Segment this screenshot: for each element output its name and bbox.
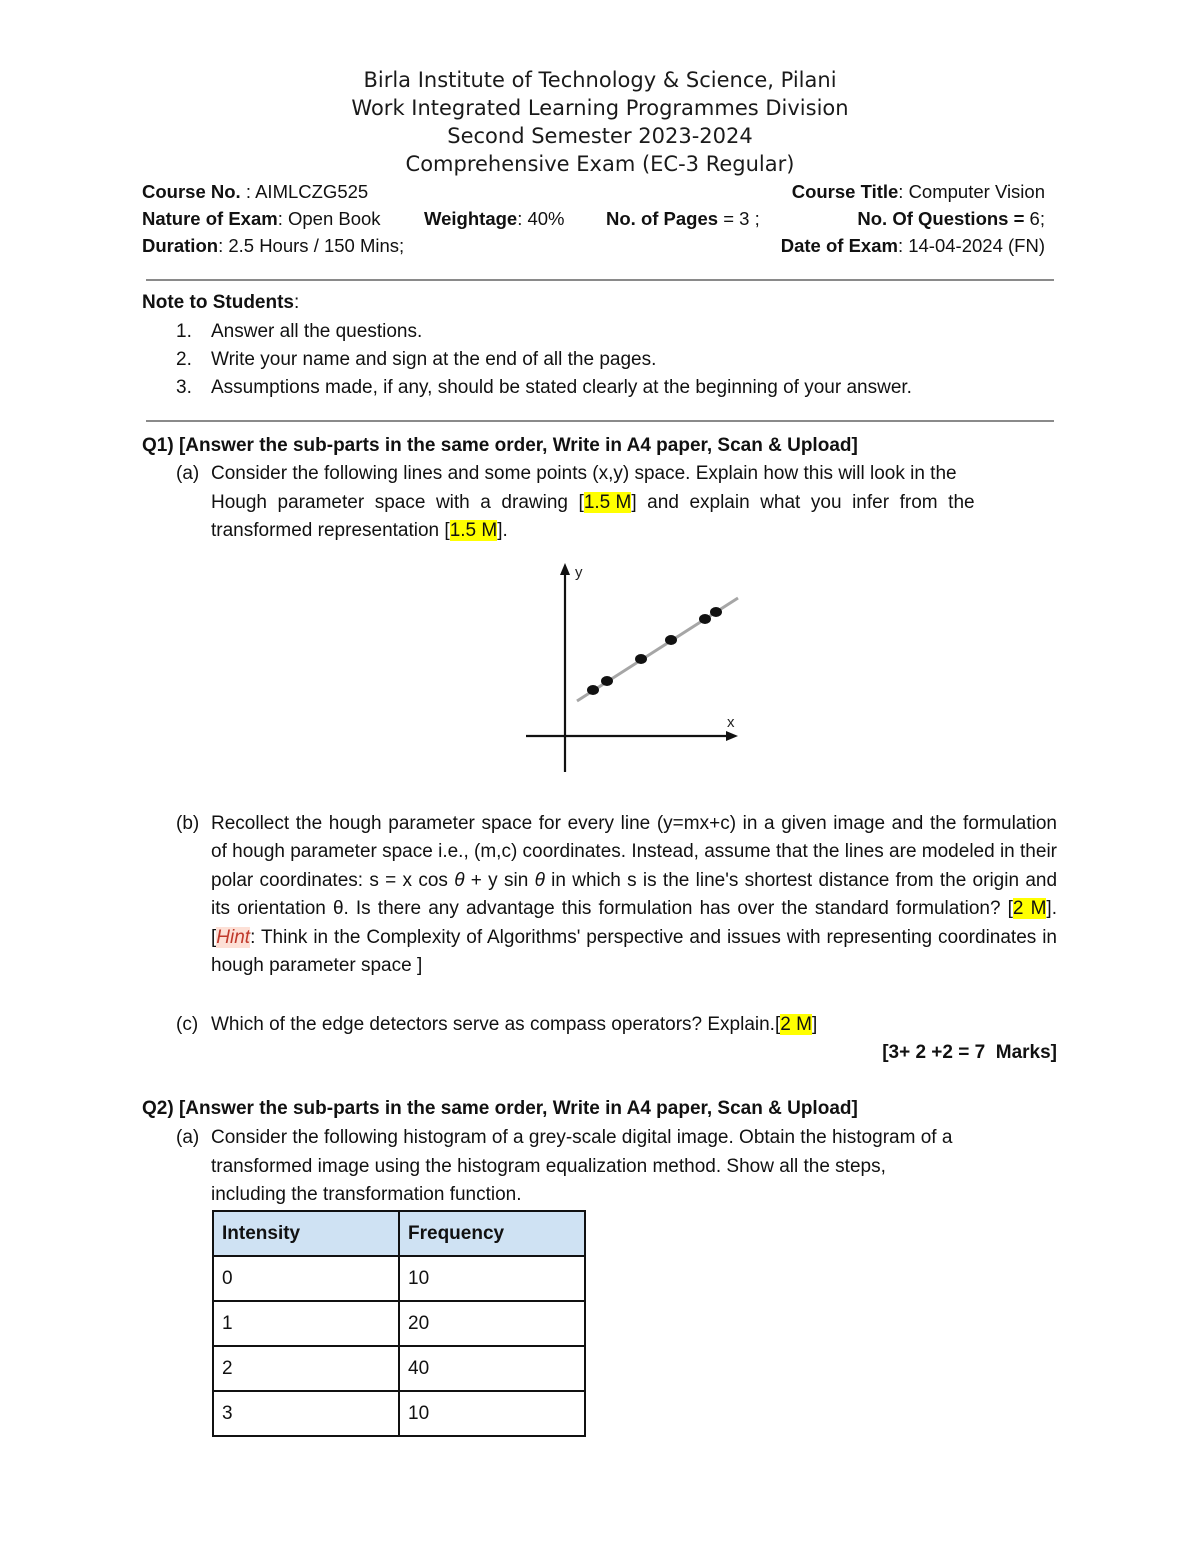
table-header-row bbox=[213, 1211, 585, 1256]
notes-title-text: Note to Students bbox=[142, 292, 294, 313]
weightage bbox=[424, 208, 565, 230]
course-no bbox=[142, 181, 368, 203]
nature-value: : Open Book bbox=[277, 208, 381, 229]
cell-frequency: 10 bbox=[399, 1256, 585, 1301]
q1-a-label: (a) bbox=[176, 463, 200, 484]
q1-b-text-2: + y sin bbox=[464, 869, 535, 891]
point-4 bbox=[665, 635, 677, 645]
note-text-2: Write your name and sign at the end of all the pages. bbox=[211, 349, 657, 370]
course-no-label: Course No. bbox=[142, 181, 241, 202]
no-of-questions bbox=[857, 208, 1045, 230]
q2-a-label: (a) bbox=[176, 1127, 200, 1148]
date-label: Date of Exam bbox=[780, 235, 898, 256]
q1-b-text bbox=[211, 810, 1057, 980]
header-frequency: Frequency bbox=[399, 1211, 585, 1256]
questions-label: No. Of Questions = bbox=[857, 208, 1025, 229]
note-number-3: 3. bbox=[176, 377, 192, 398]
duration-value: : 2.5 Hours / 150 Mins; bbox=[218, 235, 405, 256]
q1-b-text-1: Recollect the hough parameter space for every line (y=mx+c) in a given image and the formulation of hough parameter space i.e., (m,c) coordinates. Instead, assume that the lines are modeled in their polar coordinates: s = x cos bbox=[211, 813, 1057, 891]
point-1 bbox=[587, 685, 599, 695]
course-title-value: : Computer Vision bbox=[898, 181, 1045, 202]
point-2 bbox=[601, 676, 613, 686]
cell-intensity: 1 bbox=[213, 1301, 399, 1346]
duration-label: Duration bbox=[142, 235, 219, 256]
point-3 bbox=[635, 654, 647, 664]
header-intensity: Intensity bbox=[213, 1211, 399, 1256]
q1-a-line1: Consider the following lines and some points (x,y) space. Explain how this will look in the bbox=[211, 463, 957, 484]
q1-c-text bbox=[211, 1011, 817, 1039]
point-6 bbox=[710, 607, 722, 617]
divider-top bbox=[146, 279, 1054, 281]
table-row bbox=[213, 1391, 585, 1436]
note-number-2: 2. bbox=[176, 349, 192, 370]
table-row bbox=[213, 1301, 585, 1346]
institute-name: Birla Institute of Technology & Science, Pilani bbox=[363, 68, 837, 92]
duration bbox=[142, 235, 404, 257]
q1-c-text-post: ] bbox=[811, 1014, 818, 1035]
table-row bbox=[213, 1256, 585, 1301]
q1-a-mark1: 1.5 M bbox=[583, 492, 632, 513]
q1-b-mark: 2 M bbox=[1012, 898, 1047, 920]
date-value: : 14-04-2024 (FN) bbox=[897, 235, 1045, 256]
q1-marks-total: [3+ 2 +2 = 7 Marks] bbox=[882, 1042, 1057, 1063]
hough-points-figure bbox=[520, 558, 750, 778]
cell-frequency: 10 bbox=[399, 1391, 585, 1436]
weightage-label: Weightage bbox=[424, 208, 518, 229]
q1-c-label: (c) bbox=[176, 1014, 199, 1035]
q2-a-line1: Consider the following histogram of a grey-scale digital image. Obtain the histogram of a bbox=[211, 1127, 953, 1148]
point-5 bbox=[699, 614, 711, 624]
q1-a-line2-pre: Hough parameter space with a drawing [ bbox=[211, 492, 584, 513]
y-axis-arrow bbox=[560, 563, 570, 575]
cell-intensity: 3 bbox=[213, 1391, 399, 1436]
q1-a-line2 bbox=[211, 489, 1057, 517]
x-axis-label: x bbox=[727, 714, 735, 731]
note-text-1: Answer all the questions. bbox=[211, 321, 423, 342]
cell-intensity: 2 bbox=[213, 1346, 399, 1391]
q1-c-mark: 2 M bbox=[780, 1014, 812, 1035]
q1-a-line3 bbox=[211, 517, 508, 545]
semester: Second Semester 2023-2024 bbox=[447, 124, 753, 148]
weightage-value: : 40% bbox=[517, 208, 565, 229]
nature-of-exam bbox=[142, 208, 381, 230]
histogram-table bbox=[212, 1210, 586, 1437]
cell-frequency: 40 bbox=[399, 1346, 585, 1391]
q1-b-label: (b) bbox=[176, 813, 200, 834]
course-title bbox=[792, 181, 1045, 203]
q1-a-line3-post: ]. bbox=[497, 520, 508, 541]
q1-heading: Q1) [Answer the sub-parts in the same order, Write in A4 paper, Scan & Upload] bbox=[142, 435, 858, 456]
divider-notes bbox=[146, 420, 1054, 422]
no-of-pages bbox=[606, 208, 760, 230]
q1-c-text-pre: Which of the edge detectors serve as compass operators? Explain.[ bbox=[211, 1014, 781, 1035]
course-title-label: Course Title bbox=[791, 181, 899, 202]
q1-b-hint: Hint bbox=[216, 926, 251, 948]
exam-title: Comprehensive Exam (EC-3 Regular) bbox=[405, 152, 795, 176]
cell-intensity: 0 bbox=[213, 1256, 399, 1301]
q1-b-text-3: in which s is the line's shortest distance from the origin and its orientation θ. Is there any advantage this formulation has over the standard formulation? [ bbox=[211, 869, 1058, 920]
q1-b-theta-2: θ bbox=[534, 869, 545, 891]
course-no-value: : AIMLCZG525 bbox=[240, 181, 369, 202]
note-number-1: 1. bbox=[176, 321, 192, 342]
notes-title bbox=[142, 289, 299, 317]
q2-a-line2: transformed image using the histogram equalization method. Show all the steps, bbox=[211, 1156, 886, 1177]
q2-a-line3: including the transformation function. bbox=[211, 1184, 522, 1205]
cell-frequency: 20 bbox=[399, 1301, 585, 1346]
q1-a-line2-post: ] and explain what you infer from the bbox=[631, 492, 975, 513]
q1-b-text-4: ]. [ bbox=[211, 898, 1057, 948]
q1-b-text-5: : Think in the Complexity of Algorithms' perspective and issues with representing coordinates in hough parameter space ] bbox=[211, 926, 1057, 977]
pages-value: = 3 ; bbox=[718, 208, 760, 229]
y-axis-label: y bbox=[575, 564, 583, 581]
q1-b-theta-1: θ bbox=[454, 869, 465, 891]
notes-title-colon: : bbox=[294, 292, 300, 313]
q1-a-line3-pre: transformed representation [ bbox=[211, 520, 450, 541]
q2-heading: Q2) [Answer the sub-parts in the same order, Write in A4 paper, Scan & Upload] bbox=[142, 1098, 858, 1119]
questions-value: 6; bbox=[1024, 208, 1045, 229]
q1-a-mark2: 1.5 M bbox=[449, 520, 498, 541]
note-text-3: Assumptions made, if any, should be stated clearly at the beginning of your answer. bbox=[211, 377, 912, 398]
pages-label: No. of Pages bbox=[606, 208, 719, 229]
nature-label: Nature of Exam bbox=[142, 208, 278, 229]
table-row bbox=[213, 1346, 585, 1391]
division-name: Work Integrated Learning Programmes Division bbox=[351, 96, 849, 120]
x-axis-arrow bbox=[726, 731, 738, 741]
date-of-exam bbox=[781, 235, 1045, 257]
